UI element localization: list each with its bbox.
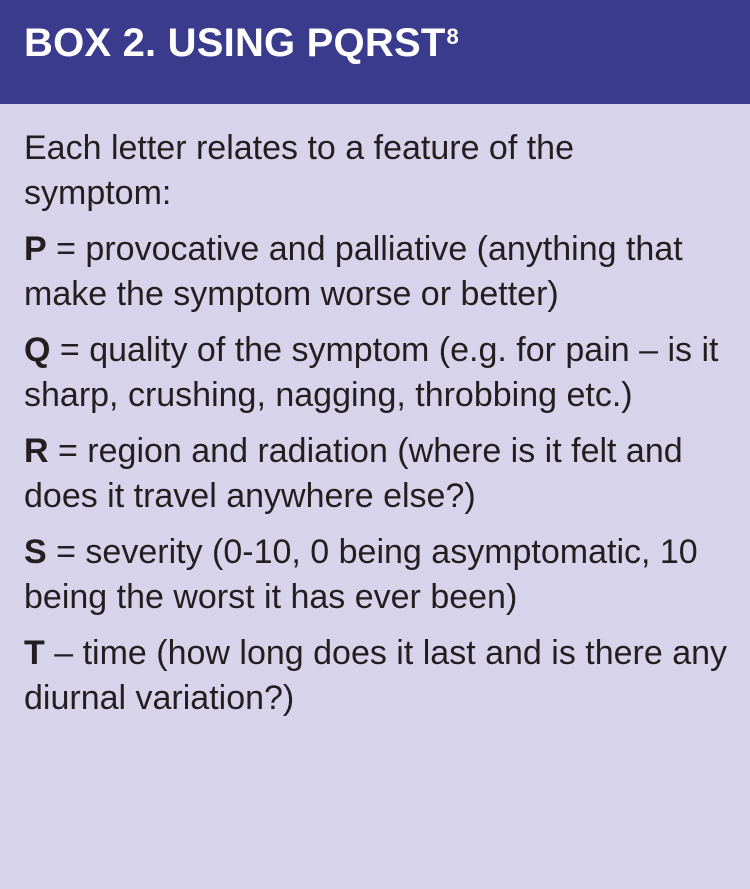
item-letter: R <box>24 432 49 470</box>
item-r <box>24 429 750 518</box>
item-text: = region and radiation (where is it felt and does it travel anywhere else?) <box>24 432 683 515</box>
item-t <box>24 631 750 720</box>
item-p <box>24 227 750 316</box>
item-text: = severity (0-10, 0 being asymptomatic, 10 being the worst it has ever been) <box>24 533 698 616</box>
item-text: = provocative and palliative (anything that make the symptom worse or better) <box>24 230 683 313</box>
item-letter: T <box>24 634 45 672</box>
box-title: BOX 2. USING PQRST <box>24 21 446 65</box>
item-q <box>24 328 750 417</box>
intro-text: Each letter relates to a feature of the symptom: <box>24 129 574 212</box>
reference-superscript: 8 <box>446 24 459 49</box>
item-letter: Q <box>24 331 51 369</box>
item-letter: S <box>24 533 47 571</box>
item-text: – time (how long does it last and is there any diurnal variation?) <box>24 634 728 717</box>
item-s <box>24 530 750 619</box>
item-letter: P <box>24 230 47 268</box>
item-text: = quality of the symptom (e.g. for pain – is it sharp, crushing, nagging, throbbing etc.) <box>24 331 719 414</box>
